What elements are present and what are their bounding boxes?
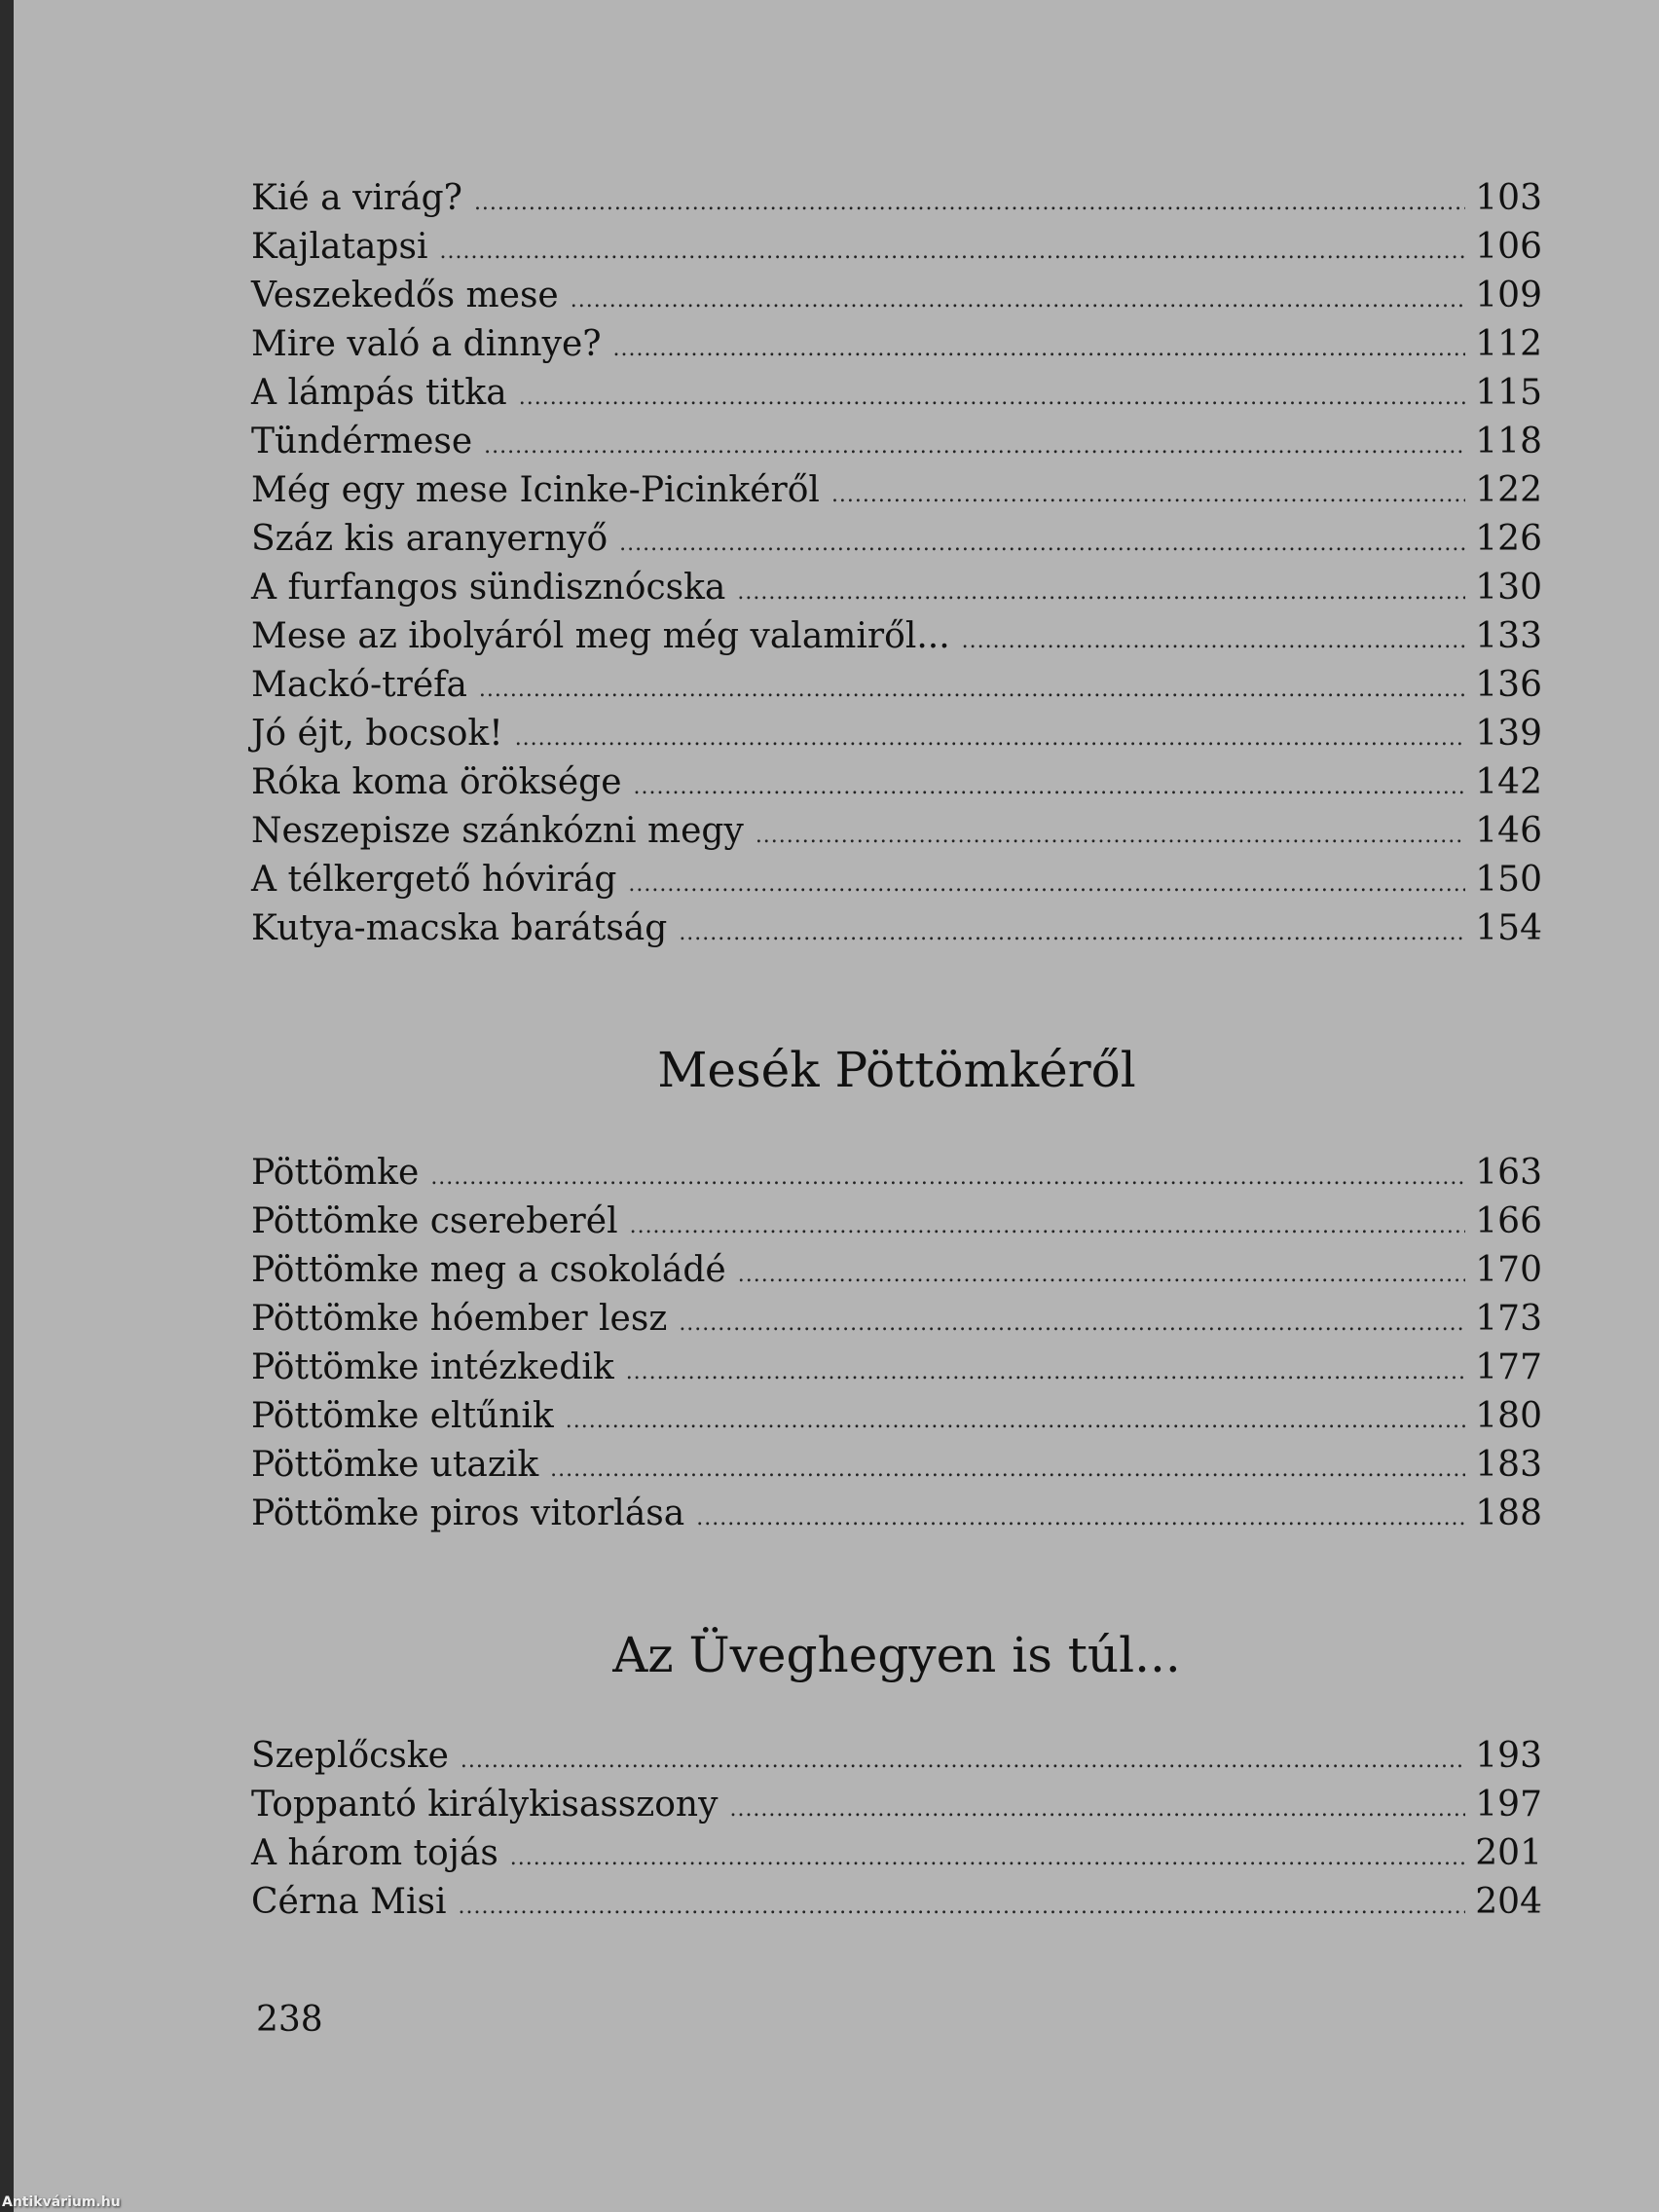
toc-entry xyxy=(251,223,1542,272)
dot-leader xyxy=(519,374,1466,423)
entry-title: Tündérmese xyxy=(251,422,473,461)
toc-entry xyxy=(251,369,1542,418)
dot-leader xyxy=(962,617,1466,666)
toc-entry xyxy=(251,1732,1542,1781)
entry-page: 118 xyxy=(1475,422,1542,461)
toc-section-3 xyxy=(251,1732,1542,1927)
entry-page: 188 xyxy=(1475,1493,1542,1533)
entry-title: Száz kis aranyernyő xyxy=(251,519,608,559)
toc-entry xyxy=(251,272,1542,320)
dot-leader xyxy=(679,909,1465,958)
entry-title: A furfangos sündisznócska xyxy=(251,568,726,608)
entry-title: A télkergető hóvirág xyxy=(251,860,617,900)
dot-leader xyxy=(479,666,1465,715)
entry-title: Kajlatapsi xyxy=(251,227,428,267)
entry-title: Pöttömke csereberél xyxy=(251,1201,618,1241)
entry-title: Kié a virág? xyxy=(251,178,462,218)
section-heading-uveghegy: Az Üveghegyen is túl... xyxy=(612,1627,1181,1683)
entry-title: Mese az ibolyáról meg még valamiről... xyxy=(251,616,950,656)
dot-leader xyxy=(729,1786,1465,1834)
entry-title: Cérna Misi xyxy=(251,1882,447,1922)
entry-page: 204 xyxy=(1475,1882,1542,1922)
watermark: Antikvárium.hu xyxy=(2,2194,121,2210)
entry-title: A három tojás xyxy=(251,1833,498,1873)
entry-page: 112 xyxy=(1475,324,1542,364)
entry-title: Szeplőcske xyxy=(251,1736,449,1776)
entry-title: Pöttömke xyxy=(251,1153,420,1193)
toc-entry xyxy=(251,1246,1542,1295)
toc-entry xyxy=(251,661,1542,710)
entry-page: 177 xyxy=(1475,1347,1542,1387)
entry-page: 109 xyxy=(1475,276,1542,315)
toc-entry xyxy=(251,1878,1542,1927)
entry-page: 142 xyxy=(1475,762,1542,802)
dot-leader xyxy=(474,179,1465,228)
dot-leader xyxy=(619,520,1465,569)
entry-page: 170 xyxy=(1475,1250,1542,1290)
dot-leader xyxy=(630,1202,1466,1251)
entry-page: 122 xyxy=(1475,470,1542,510)
toc-section-2 xyxy=(251,1149,1542,1538)
section-heading-pottomke: Mesék Pöttömkéről xyxy=(657,1042,1136,1098)
entry-title: Pöttömke piros vitorlása xyxy=(251,1493,685,1533)
toc-entry xyxy=(251,1490,1542,1538)
toc-entry xyxy=(251,856,1542,904)
entry-page: 193 xyxy=(1475,1736,1542,1776)
entry-title: Veszekedős mese xyxy=(251,276,559,315)
toc-entry xyxy=(251,466,1542,515)
dot-leader xyxy=(756,812,1465,861)
entry-page: 126 xyxy=(1475,519,1542,559)
toc-entry xyxy=(251,1198,1542,1246)
dot-leader xyxy=(439,228,1465,276)
dot-leader xyxy=(626,1348,1466,1397)
entry-page: 154 xyxy=(1475,908,1542,948)
entry-title: Neszepisze szánkózni megy xyxy=(251,811,744,851)
entry-title: Kutya-macska barátság xyxy=(251,908,668,948)
entry-title: Mackó-tréfa xyxy=(251,665,467,705)
toc-entry xyxy=(251,1392,1542,1441)
page-number: 238 xyxy=(256,2000,323,2040)
dot-leader xyxy=(461,1737,1465,1786)
toc-entry xyxy=(251,515,1542,564)
entry-page: 133 xyxy=(1475,616,1542,656)
entry-page: 183 xyxy=(1475,1445,1542,1485)
dot-leader xyxy=(550,1446,1465,1494)
toc-entry xyxy=(251,1441,1542,1490)
entry-title: Róka koma öröksége xyxy=(251,762,622,802)
toc-section-1 xyxy=(251,174,1542,953)
entry-page: 173 xyxy=(1475,1299,1542,1339)
entry-page: 103 xyxy=(1475,178,1542,218)
toc-entry xyxy=(251,564,1542,612)
dot-leader xyxy=(831,471,1465,520)
toc-entry xyxy=(251,758,1542,807)
dot-leader xyxy=(515,715,1466,763)
entry-page: 146 xyxy=(1475,811,1542,851)
dot-leader xyxy=(510,1834,1465,1883)
entry-page: 163 xyxy=(1475,1153,1542,1193)
book-edge xyxy=(0,0,14,2212)
toc-entry xyxy=(251,174,1542,223)
toc-entry xyxy=(251,320,1542,369)
entry-title: Pöttömke meg a csokoládé xyxy=(251,1250,726,1290)
entry-page: 197 xyxy=(1475,1785,1542,1825)
toc-entry xyxy=(251,1149,1542,1198)
toc-entry xyxy=(251,807,1542,856)
entry-title: Toppantó királykisasszony xyxy=(251,1785,719,1825)
dot-leader xyxy=(737,569,1465,617)
dot-leader xyxy=(566,1397,1466,1446)
entry-page: 166 xyxy=(1475,1201,1542,1241)
toc-entry xyxy=(251,418,1542,466)
dot-leader xyxy=(484,423,1465,471)
toc-entry xyxy=(251,1829,1542,1878)
entry-page: 130 xyxy=(1475,568,1542,608)
dot-leader xyxy=(430,1154,1465,1202)
entry-page: 136 xyxy=(1475,665,1542,705)
dot-leader xyxy=(628,861,1465,909)
dot-leader xyxy=(459,1883,1466,1932)
entry-page: 201 xyxy=(1475,1833,1542,1873)
toc-entry xyxy=(251,1295,1542,1344)
entry-page: 115 xyxy=(1475,373,1542,413)
toc-entry xyxy=(251,710,1542,758)
toc-entry xyxy=(251,1781,1542,1829)
entry-page: 106 xyxy=(1475,227,1542,267)
dot-leader xyxy=(613,325,1466,374)
dot-leader xyxy=(679,1300,1465,1348)
entry-title: Pöttömke intézkedik xyxy=(251,1347,614,1387)
entry-title: Jó éjt, bocsok! xyxy=(251,714,503,754)
entry-title: Mire való a dinnye? xyxy=(251,324,602,364)
entry-page: 139 xyxy=(1475,714,1542,754)
entry-page: 180 xyxy=(1475,1396,1542,1436)
dot-leader xyxy=(696,1494,1465,1543)
entry-title: Pöttömke eltűnik xyxy=(251,1396,554,1436)
dot-leader xyxy=(571,276,1466,325)
entry-title: Még egy mese Icinke-Picinkéről xyxy=(251,470,820,510)
dot-leader xyxy=(738,1251,1466,1300)
toc-entry xyxy=(251,904,1542,953)
entry-title: A lámpás titka xyxy=(251,373,507,413)
entry-page: 150 xyxy=(1475,860,1542,900)
entry-title: Pöttömke utazik xyxy=(251,1445,539,1485)
toc-entry xyxy=(251,1344,1542,1392)
dot-leader xyxy=(634,763,1466,812)
toc-entry xyxy=(251,612,1542,661)
entry-title: Pöttömke hóember lesz xyxy=(251,1299,668,1339)
